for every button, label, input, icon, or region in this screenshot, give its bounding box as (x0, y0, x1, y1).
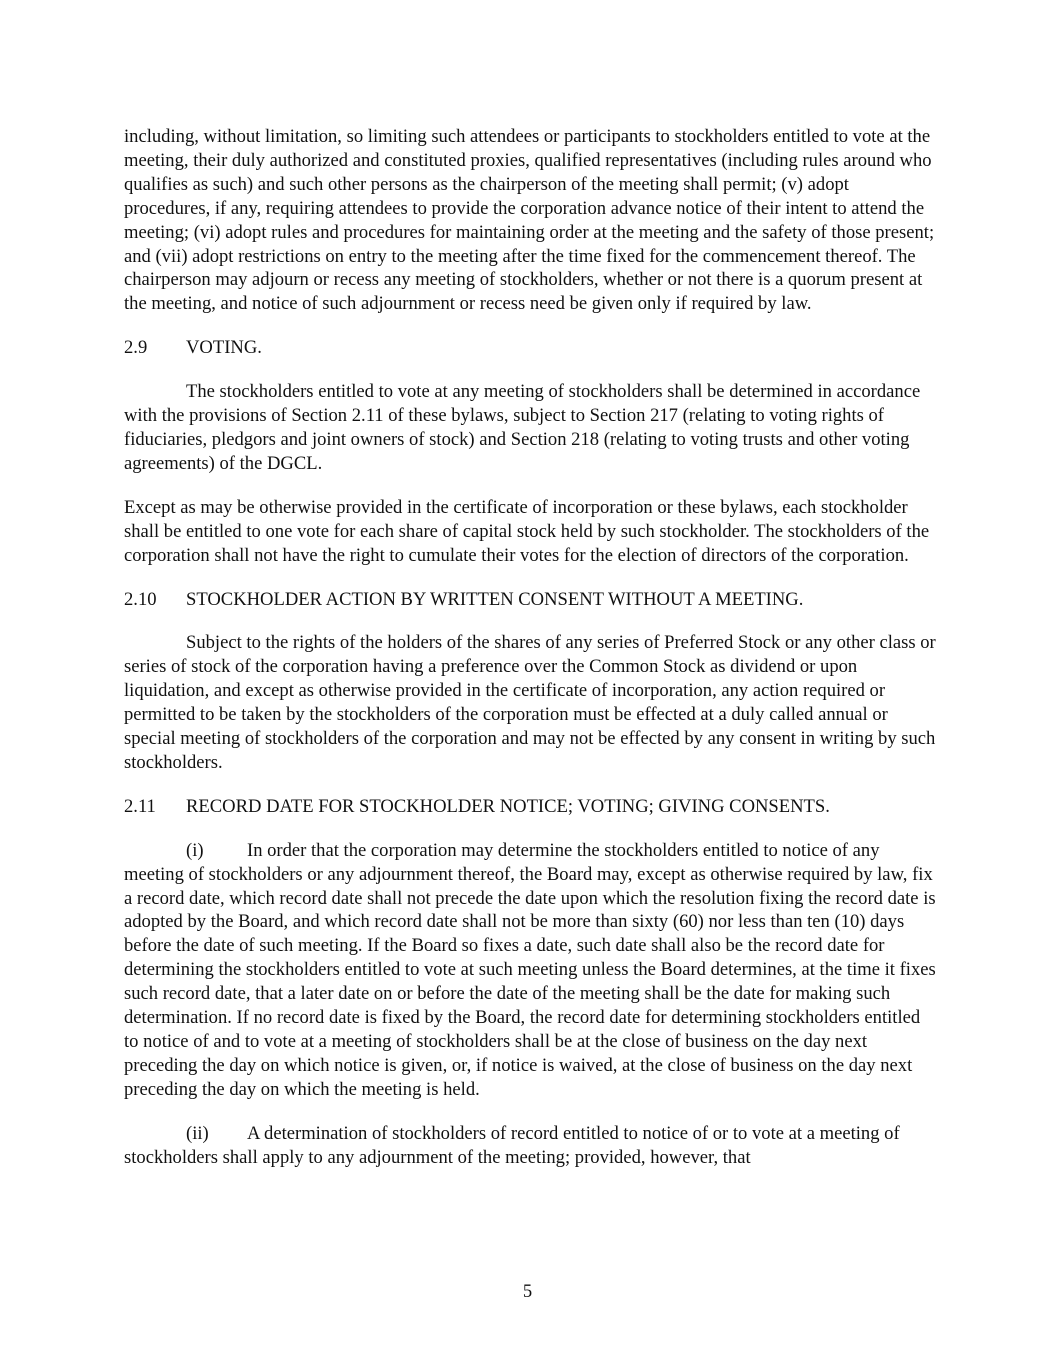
section-heading-2-10 (124, 588, 936, 612)
paragraph-voting-1: The stockholders entitled to vote at any meeting of stockholders shall be determined in accordance with the provisions of Section 2.11 of these bylaws, subject to Section 217 (relating to voting rights of fiduciaries, pledgors and joint owners of stock) and Section 218 (relating to voting trusts and other voting agreements) of the DGCL. (124, 381, 921, 474)
paragraph-written-consent: Subject to the rights of the holders of the shares of any series of Preferred Stock or any other class or series of stock of the corporation having a preference over the Common Stock as dividend or upon liquidation, and except as otherwise provided in the certificate of incorporation, any action required or permitted to be taken by the stockholders of the corporation must be effected at a duly called annual or special meeting of stockholders of the corporation and may not be effected by any consent in writing by such stockholders. (124, 632, 936, 773)
subsection-text: In order that the corporation may determine the stockholders entitled to notice of any meeting of stockholders or any adjournment thereof, the Board may, except as otherwise required by law, fix a record date, which record date shall not precede the date upon which the resolution fixing the record date is adopted by the Board, and which record date shall not be more than sixty (60) nor less than ten (10) days before the date of such meeting. If the Board so fixes a date, such date shall also be the record date for determining the stockholders entitled to vote at such meeting unless the Board determines, at the time it fixes such record date, that a later date on or before the date of the meeting shall be the date for making such determination. If no record date is fixed by the Board, the record date for determining stockholders entitled to notice of and to vote at a meeting of stockholders shall be at the close of business on the day next preceding the day on which notice is given, or, if notice is waived, at the close of business on the day next preceding the day on which the meeting is held. (124, 839, 936, 1100)
section-number: 2.11 (124, 795, 156, 817)
section-heading-2-11 (124, 795, 936, 819)
subsection-label: (i) (186, 839, 204, 861)
paragraph-record-date-ii (124, 1122, 936, 1170)
paragraph-voting-2: Except as may be otherwise provided in the certificate of incorporation or these bylaws, each stockholder shall be entitled to one vote for each share of capital stock held by such stockholder. The stockholders of the corporation shall not have the right to cumulate their votes for the election of directors of the corporation. (124, 496, 930, 566)
section-title: STOCKHOLDER ACTION BY WRITTEN CONSENT WITHOUT A MEETING. (186, 588, 804, 610)
paragraph-continued: including, without limitation, so limiting such attendees or participants to stockholders entitled to vote at the meeting, their duly authorized and constituted proxies, qualified representatives (including rules around who qualifies as such) and such other persons as the chairperson of the meeting shall permit; (v) adopt procedures, if any, requiring attendees to provide the corporation advance notice of their intent to attend the meeting; (vi) adopt rules and procedures for maintaining order at the meeting and the safety of those present; and (vii) adopt restrictions on entry to the meeting after the time fixed for the commencement thereof. The chairperson may adjourn or recess any meeting of stockholders, whether or not there is a quorum present at the meeting, and notice of such adjournment or recess need be given only if required by law. (124, 126, 935, 315)
section-title: VOTING. (186, 337, 262, 359)
subsection-text: A determination of stockholders of record entitled to notice of or to vote at a meeting of stockholders shall apply to any adjournment of the meeting; provided, however, that (124, 1122, 900, 1168)
section-title: RECORD DATE FOR STOCKHOLDER NOTICE; VOTING; GIVING CONSENTS. (186, 795, 830, 817)
section-heading-2-9 (124, 336, 936, 360)
page-number: 5 (522, 1281, 533, 1302)
paragraph-record-date-i (124, 839, 936, 1102)
section-number: 2.9 (124, 337, 148, 359)
body-text (124, 125, 936, 1190)
subsection-label: (ii) (186, 1122, 209, 1144)
section-number: 2.10 (124, 588, 157, 610)
